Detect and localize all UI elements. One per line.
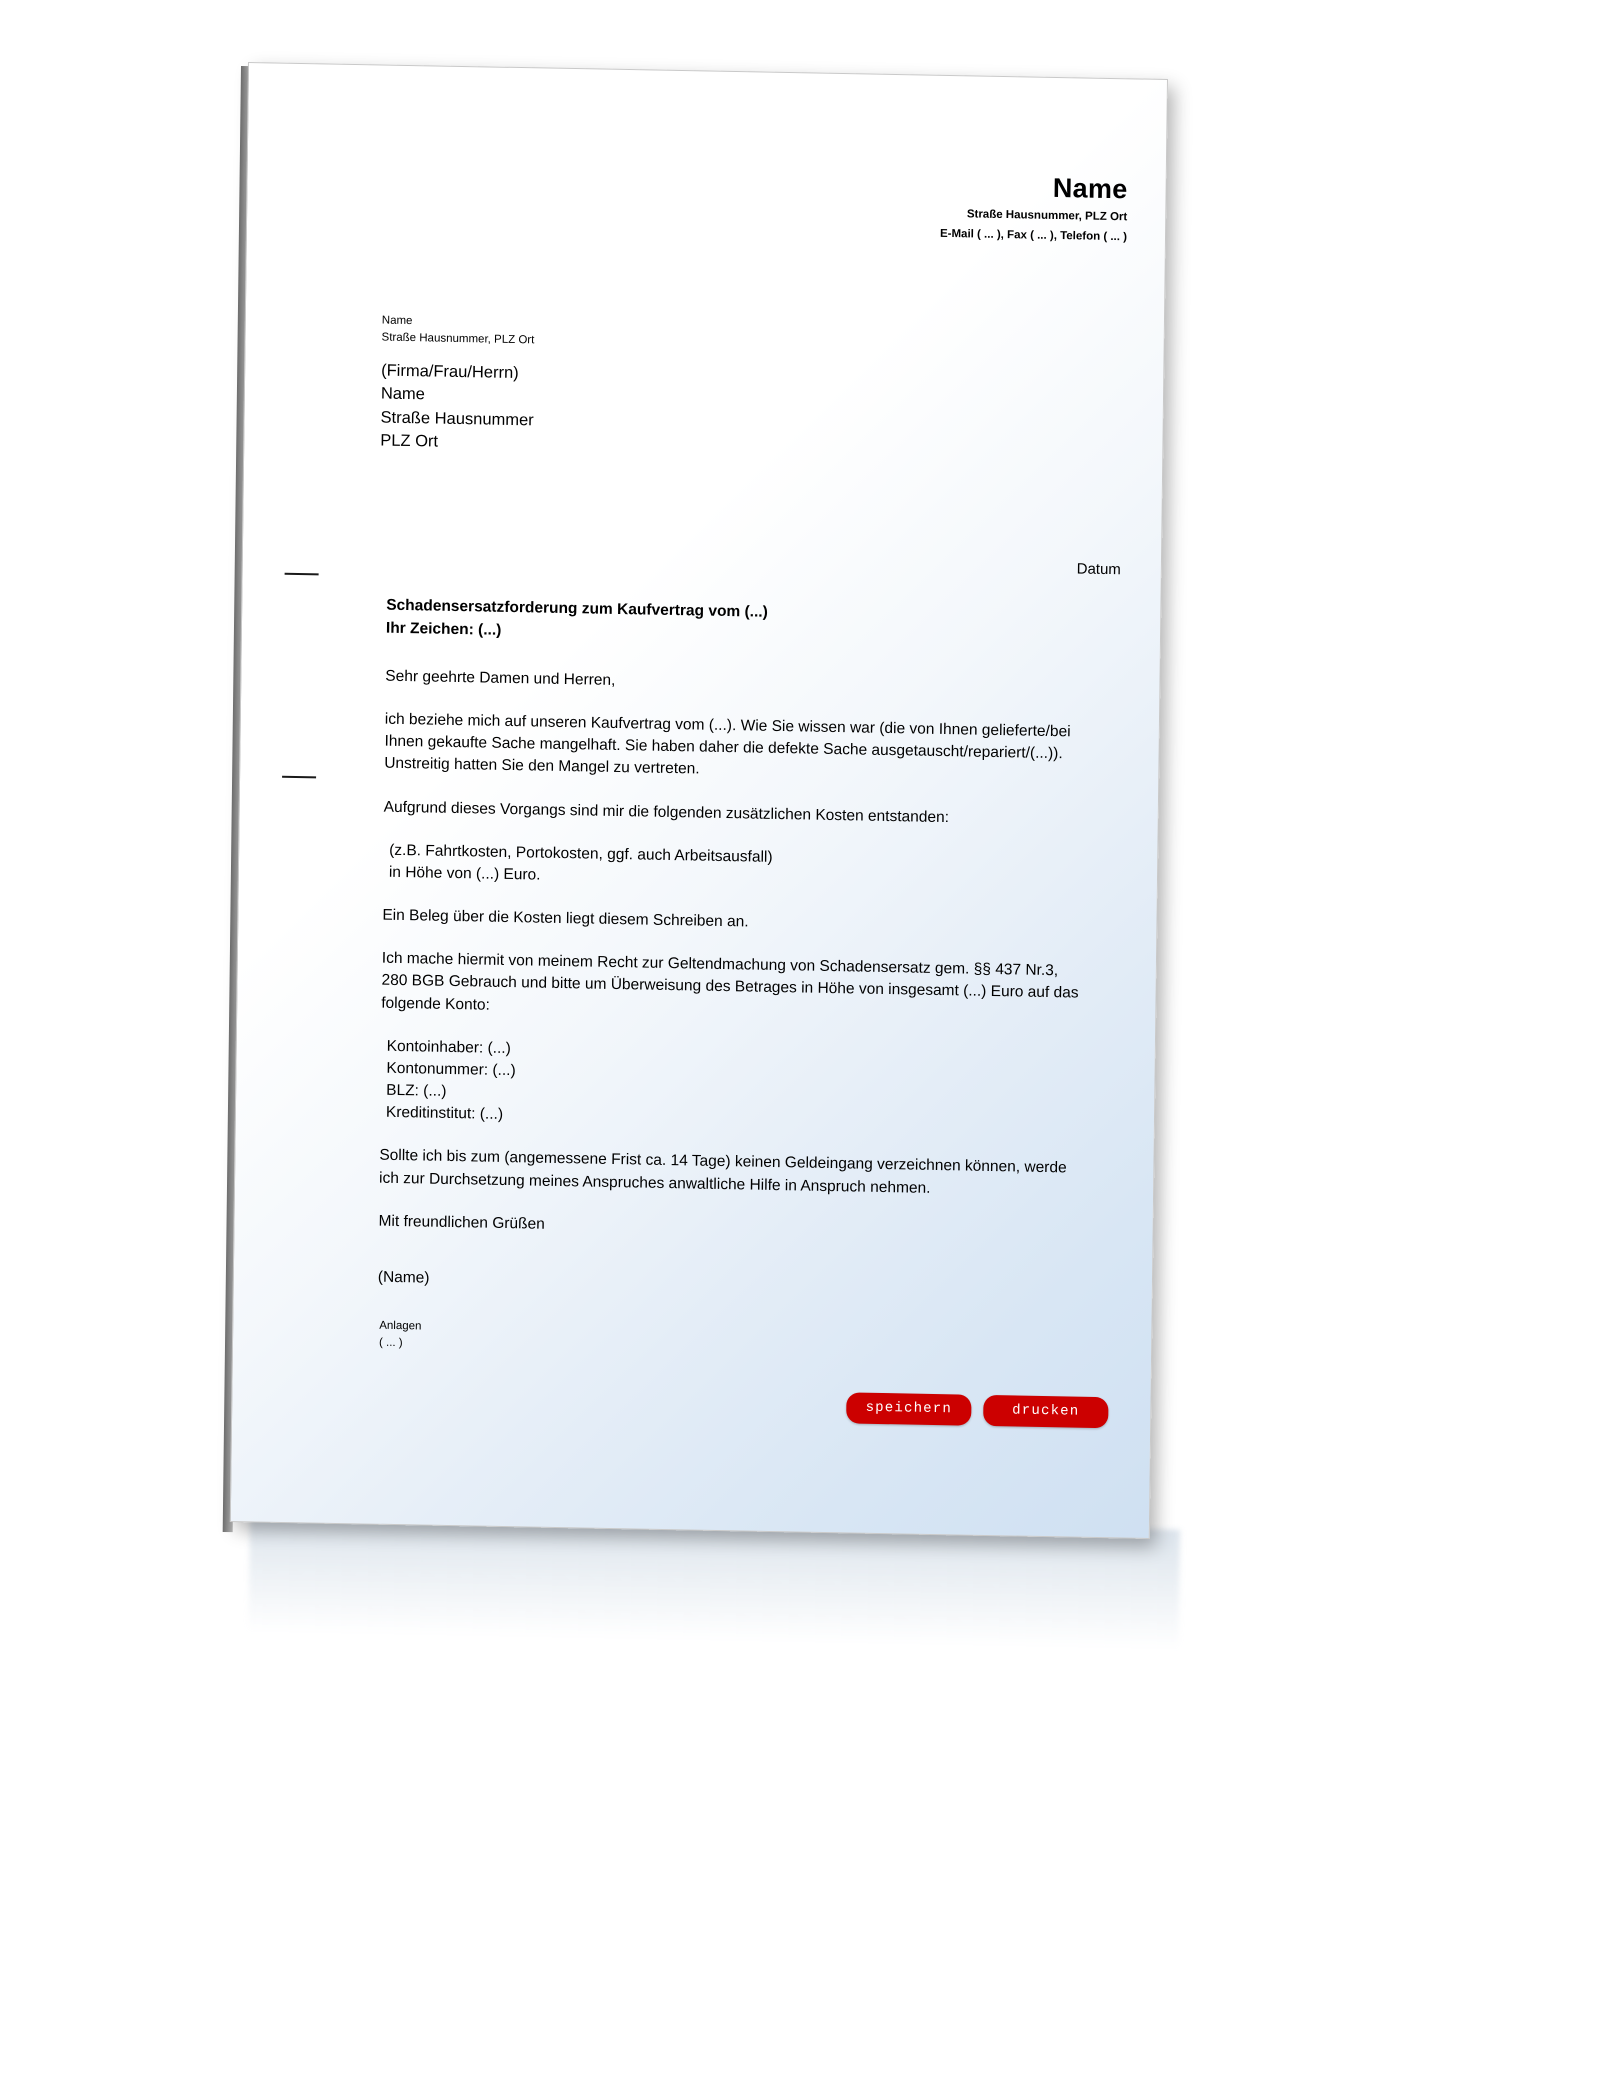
fold-mark-lower	[282, 776, 316, 779]
account-bank: Kreditinstitut: (...)	[385, 1103, 504, 1124]
account-holder: Kontoinhaber: (...)	[386, 1037, 511, 1057]
recipient-salutation-line: (Firma/Frau/Herrn)	[381, 361, 519, 383]
letterhead-name: Name	[1052, 172, 1128, 205]
cost-examples-line: (z.B. Fahrtkosten, Portokosten, ggf. auch Arbeitsausfall)	[389, 841, 773, 866]
reference-line: Ihr Zeichen: (...)	[385, 619, 502, 640]
signature-line: (Name)	[377, 1268, 430, 1287]
recipient-name: Name	[380, 384, 426, 404]
save-button[interactable]: speichern	[846, 1392, 971, 1425]
body-paragraph-2: Aufgrund dieses Vorgangs sind mir die folgenden zusätzlichen Kosten entstanden:	[383, 798, 950, 826]
attachments-block	[379, 1318, 422, 1353]
body-paragraph-1: ich beziehe mich auf unseren Kaufvertrag vom (...). Wie Sie wissen war (die von Ihnen gelieferte/bei Ihnen gekaufte Sache mangelhaft. Sie haben daher die defekte Sache ausgetauscht/repariert/(...)). Unstreitig hatten Sie den Mangel zu vertreten.	[384, 710, 1071, 778]
subject-line: Schadensersatzforderung zum Kaufvertrag vom (...)	[386, 596, 768, 621]
recipient-city: PLZ Ort	[380, 431, 439, 451]
cost-examples	[383, 839, 1090, 896]
attachments-value: ( ... )	[378, 1336, 403, 1350]
date-field: Datum	[1076, 560, 1121, 579]
letter-body	[377, 666, 1091, 1323]
attachments-label: Anlagen	[379, 1319, 422, 1333]
subject-block	[386, 594, 768, 648]
body-paragraph-4: Ich mache hiermit von meinem Recht zur Geltendmachung von Schadensersatz gem. §§ 437 Nr.3, 280 BGB Gebrauch und bitte um Überweisung des Betrages in Höhe von insgesamt (...) Euro auf das folgende Konto:	[381, 949, 1079, 1014]
sender-return-street: Straße Hausnummer, PLZ Ort	[381, 331, 535, 347]
letterhead	[940, 172, 1128, 246]
print-button[interactable]: drucken	[983, 1395, 1108, 1428]
document-page	[230, 62, 1168, 1539]
account-number: Kontonummer: (...)	[386, 1059, 516, 1080]
cost-amount-line: in Höhe von (...) Euro.	[388, 863, 541, 884]
sender-return-name: Name	[381, 314, 413, 328]
salutation: Sehr geehrte Damen und Herren,	[385, 667, 616, 689]
bank-account-block	[380, 1035, 1087, 1137]
account-blz: BLZ: (...)	[386, 1081, 447, 1100]
action-button-bar	[846, 1392, 1108, 1428]
letterhead-contact: E-Mail ( ... ), Fax ( ... ), Telefon ( ... )	[939, 228, 1128, 244]
fold-mark-upper	[285, 573, 319, 576]
sender-return-address	[381, 313, 534, 349]
recipient-street: Straße Hausnummer	[380, 408, 534, 430]
closing-line: Mit freundlichen Grüßen	[378, 1212, 545, 1233]
recipient-address-block	[380, 360, 534, 457]
document-page-wrapper	[230, 62, 1168, 1539]
body-paragraph-3: Ein Beleg über die Kosten liegt diesem Schreiben an.	[382, 906, 749, 931]
body-paragraph-5: Sollte ich bis zum (angemessene Frist ca. 14 Tage) keinen Geldeingang verzeichnen können, werde ich zur Durchsetzung meines Anspruches anwaltliche Hilfe in Anspruch nehmen.	[378, 1147, 1067, 1197]
letterhead-address: Straße Hausnummer, PLZ Ort	[966, 208, 1128, 223]
